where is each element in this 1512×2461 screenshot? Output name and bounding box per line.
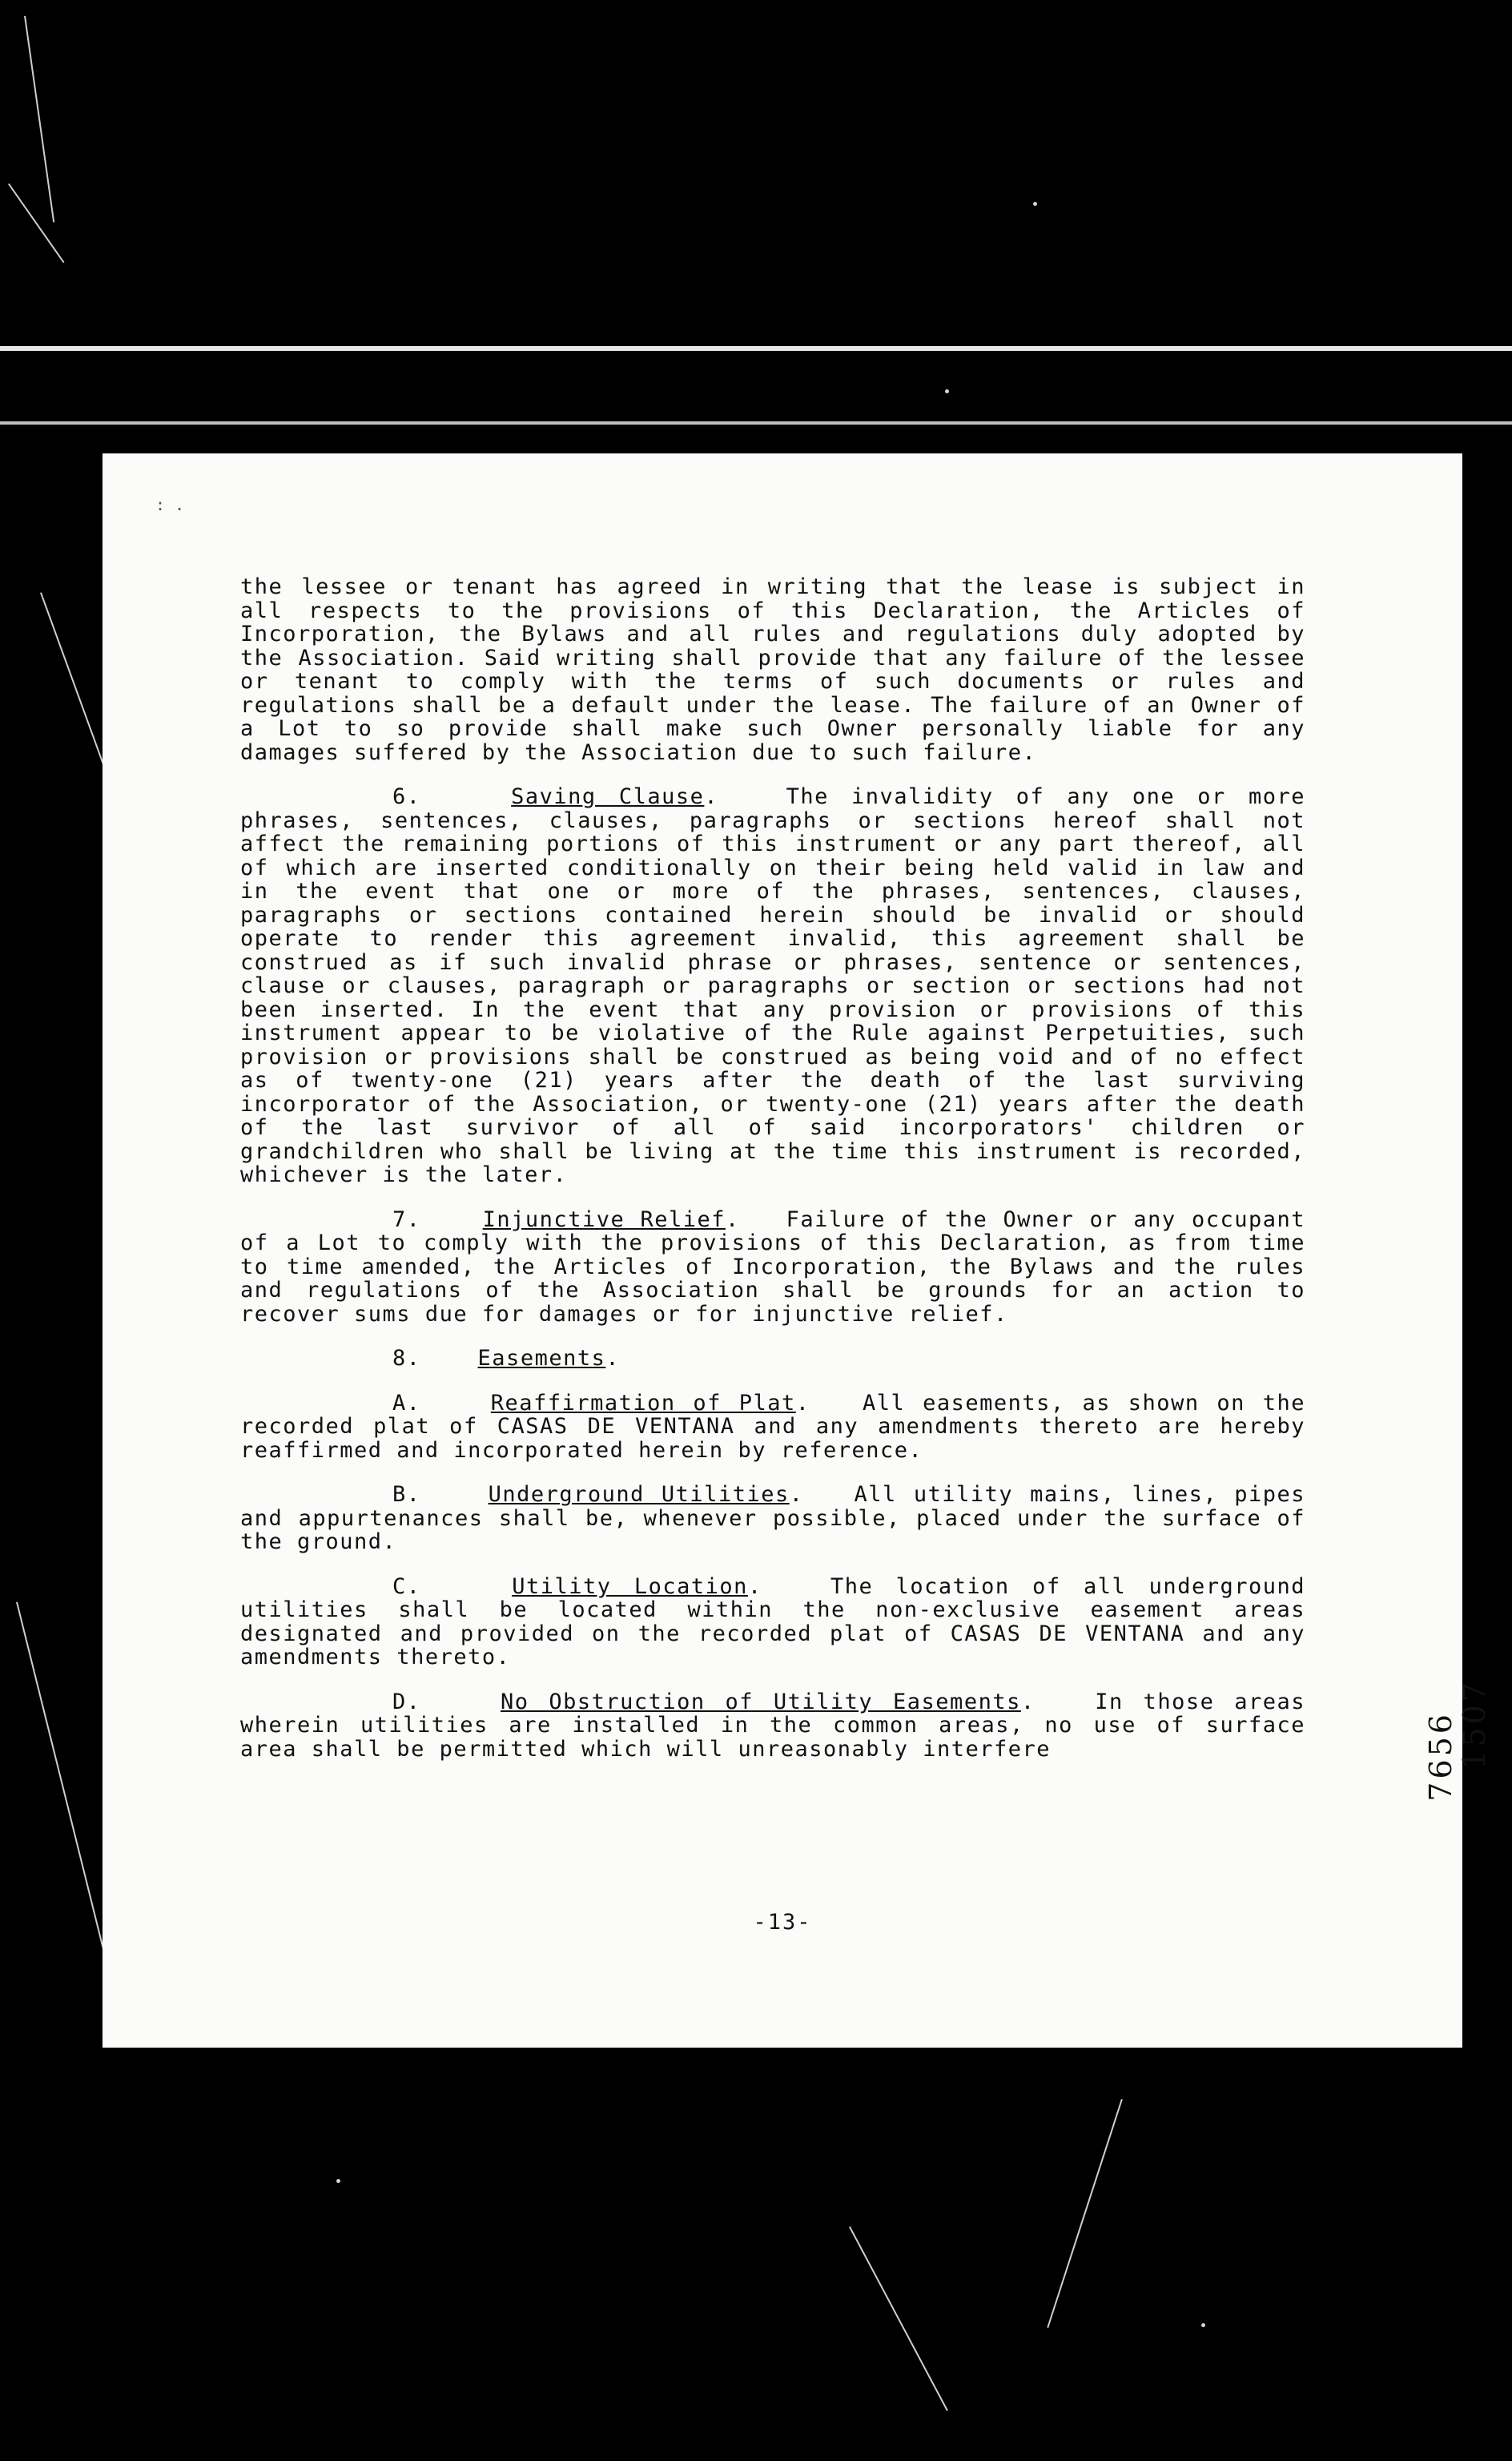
scan-speck: [945, 389, 949, 393]
subsection-text: The location of all underground utilities shall be located within the non-exclusive easement areas designated and provided on the recorded plat of CASAS DE VENTANA and any amendments thereto.: [240, 1573, 1305, 1670]
scan-streak: [24, 16, 54, 223]
section-easements: 8. Easements.: [392, 1346, 621, 1371]
subsection-letter: B.: [392, 1482, 421, 1507]
subsection-title: Utility Location: [512, 1573, 748, 1599]
subsection-no-obstruction: D. No Obstruction of Utility Easements. In those areas wherein utilities are installed in the common areas, no use of surface area shall be permitted which will unreasonably interfere: [240, 1689, 1305, 1762]
document-body: [240, 575, 1305, 1782]
section-text: The invalidity of any one or more phrases, sentences, clauses, paragraphs or sections hereof shall not affect the remaining portions of this instrument or any part thereof, all of which are inserted conditionally on their being held valid in law and in the event that one or more of the phrases, sentences, clauses, paragraphs or sections contained herein should be invalid or should operate to render this agreement invalid, this agreement shall be construed as if such invalid phrase or phrases, sentence or sentences, clause or clauses, paragraph or paragraphs or section or sections had not been inserted. In the event that any provision or provisions of this instrument appear to be violative of the Rule against Perpetuities, such provision or provisions shall be construed as being void and of no effect as of twenty-one (21) years after the death of the last surviving incorporator of the Association, or twenty-one (21) years after the death of the last survivor of all of said incorporators' children or grandchildren who shall be living at the time this instrument is recorded, whichever is the later.: [240, 784, 1305, 1187]
section-number: 6.: [392, 784, 421, 809]
section-title: Injunctive Relief: [482, 1206, 726, 1232]
section-number: 7.: [392, 1206, 421, 1232]
page-reference-number: 1507: [1457, 1679, 1492, 1770]
scan-streak: [8, 183, 64, 263]
page-number: -13-: [753, 1910, 812, 1935]
margin-mark: : .: [155, 495, 185, 514]
scan-speck: [1201, 2323, 1205, 2327]
section-number: 8.: [392, 1346, 421, 1371]
scan-streak: [16, 1602, 115, 1992]
scan-speck: [336, 2179, 340, 2183]
section-title: Saving Clause: [511, 784, 705, 809]
section-text: Failure of the Owner or any occupant of a Lot to comply with the provisions of this Declaration, as from time to time amended, the Articles of Incorporation, the Bylaws and the rules and regulations of the Association shall be grounds for an action to recover sums due for damages or for injunctive relief.: [240, 1206, 1305, 1327]
book-page-reference: [1423, 1679, 1492, 1802]
subsection-reaffirmation-of-plat: A. Reaffirmation of Plat. All easements, as shown on the recorded plat of CASAS DE VENTANA and any amendments thereto are hereby reaffirmed and incorporated herein by reference.: [240, 1390, 1305, 1463]
subsection-text: In those areas wherein utilities are installed in the common areas, no use of surface area shall be permitted which will unreasonably interfere: [240, 1689, 1305, 1762]
paragraph-lease-continuation: the lessee or tenant has agreed in writing that the lease is subject in all respects to the provisions of this Declaration, the Articles of Incorporation, the Bylaws and all rules and regulations duly adopted by the Association. Said writing shall provide that any failure of the lessee or tenant to comply with the terms of such documents or rules and regulations shall be a default under the lease. The failure of an Owner of a Lot to so provide shall make such Owner personally liable for any damages suffered by the Association due to such failure.: [240, 574, 1305, 765]
subsection-utility-location: C. Utility Location. The location of all underground utilities shall be located within the non-exclusive easement areas designated and provided on the recorded plat of CASAS DE VENTANA and any amendments thereto.: [240, 1573, 1305, 1670]
document-page: [103, 453, 1492, 2048]
subsection-letter: A.: [392, 1390, 421, 1416]
subsection-text: All utility mains, lines, pipes and appurtenances shall be, whenever possible, placed under the surface of the ground.: [240, 1482, 1305, 1554]
scan-streak: [849, 2226, 948, 2411]
subsection-letter: D.: [392, 1689, 421, 1714]
book-number: 7656: [1423, 1711, 1458, 1802]
subsection-title: No Obstruction of Utility Easements: [500, 1689, 1021, 1714]
section-saving-clause: 6. Saving Clause. The invalidity of any one or more phrases, sentences, clauses, paragraphs or sections hereof shall not affect the remaining portions of this instrument or any part thereof, all of which are inserted conditionally on their being held valid in law and in the event that one or more of the phrases, sentences, clauses, paragraphs or sections contained herein should be invalid or should operate to render this agreement invalid, this agreement shall be construed as if such invalid phrase or phrases, sentence or sentences, clause or clauses, paragraph or paragraphs or section or sections had not been inserted. In the event that any provision or provisions of this instrument appear to be violative of the Rule against Perpetuities, such provision or provisions shall be construed as being void and of no effect as of twenty-one (21) years after the death of the last surviving incorporator of the Association, or twenty-one (21) years after the death of the last survivor of all of said incorporators' children or grandchildren who shall be living at the time this instrument is recorded, whichever is the later.: [240, 784, 1305, 1187]
scan-streak: [1047, 2099, 1123, 2328]
scan-edge-line: [0, 421, 1512, 425]
subsection-underground-utilities: B. Underground Utilities. All utility mains, lines, pipes and appurtenances shall be, whenever possible, placed under the surface of the ground.: [240, 1482, 1305, 1554]
subsection-title: Reaffirmation of Plat: [490, 1390, 796, 1416]
section-title: Easements: [477, 1346, 606, 1371]
subsection-text: All easements, as shown on the recorded plat of CASAS DE VENTANA and any amendments thereto are hereby reaffirmed and incorporated herein by reference.: [240, 1390, 1305, 1463]
scan-speck: [1033, 202, 1037, 206]
scan-edge-line: [0, 346, 1512, 351]
subsection-title: Underground Utilities: [488, 1482, 790, 1507]
subsection-letter: C.: [392, 1573, 421, 1599]
section-injunctive-relief: 7. Injunctive Relief. Failure of the Owner or any occupant of a Lot to comply with the provisions of this Declaration, as from time to time amended, the Articles of Incorporation, the Bylaws and the rules and regulations of the Association shall be grounds for an action to recover sums due for damages or for injunctive relief.: [240, 1206, 1305, 1327]
